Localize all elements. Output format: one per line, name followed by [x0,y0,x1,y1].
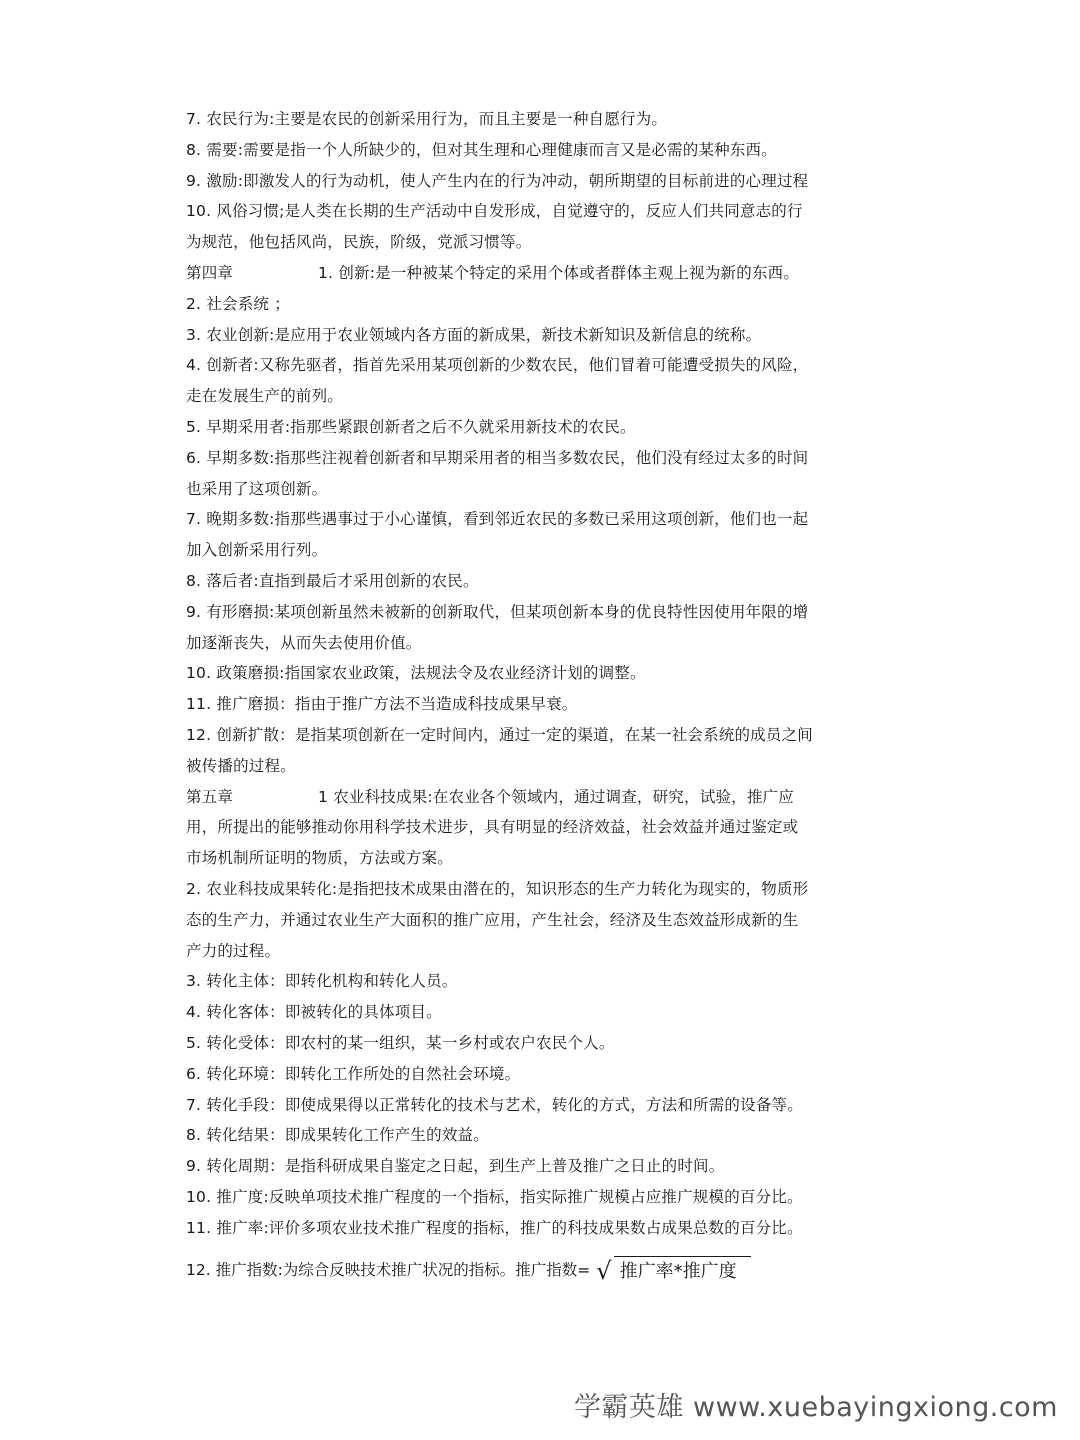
site-watermark: 学霸英雄 www.xuebayingxiong.com [573,1392,1058,1423]
text-line: 市场机制所证明的物质，方法或方案。 [186,849,453,868]
text-line: 7. 农民行为:主要是农民的创新采用行为，而且主要是一种自愿行为。 [186,110,668,128]
text-line: 9. 有形磨损:某项创新虽然未被新的创新取代，但某项创新本身的优良特性因使用年限的增 [186,602,809,621]
formula-prefix: 12. 推广指数:为综合反映技术推广状况的指标。推广指数= [186,1261,591,1280]
text-line: 也采用了这项创新。 [186,479,328,498]
text-line: 2. 农业科技成果转化:是指把技术成果由潜在的，知识形态的生产力转化为现实的，物质形 [186,879,809,898]
text-line: 产力的过程。 [186,941,281,960]
text-line: 9. 转化周期：是指科研成果自鉴定之日起，到生产上普及推广之日止的时间。 [186,1157,725,1176]
text-line: 走在发展生产的前列。 [186,387,344,406]
text-line: 用，所提出的能够推动你用科学技术进步，具有明显的经济效益，社会效益并通过鉴定或 [186,818,799,837]
chapter-4-first-item: 1. 创新:是一种被某个特定的采用个体或者群体主观上视为新的东西。 [318,263,800,282]
text-line: 4. 创新者:又称先驱者，指首先采用某项创新的少数农民，他们冒着可能遭受损失的风险， [186,356,809,375]
text-line: 9. 激励:即激发人的行为动机，使人产生内在的行为冲动，朝所期望的目标前进的心理过程 [186,171,809,190]
text-line: 2. 社会系统 ； [186,294,290,313]
chapter-4-line [186,258,898,289]
text-line: 7. 转化手段：即使成果得以正常转化的技术与艺术，转化的方式，方法和所需的设备等。 [186,1095,803,1114]
text-line: 5. 早期采用者:指那些紧跟创新者之后不久就采用新技术的农民。 [186,417,636,436]
text-line: 7. 晚期多数:指那些遇事过于小心谨慎，看到邻近农民的多数已采用这项创新，他们也一起 [186,510,809,529]
formula-radicand: 推广率*推广度 [614,1256,751,1285]
text-line: 6. 转化环境：即转化工作所处的自然社会环境。 [186,1064,521,1083]
chapter-4-heading: 第四章 [186,263,234,282]
text-line: 4. 转化客体：即被转化的具体项目。 [186,1003,442,1022]
chapter-5-first-item: 1 农业科技成果:在农业各个领域内，通过调查，研究，试验，推广应 [318,787,794,806]
text-line: 11. 推广磨损：指由于推广方法不当造成科技成果早衰。 [186,695,578,714]
text-line: 5. 转化受体：即农村的某一组织，某一乡村或农户农民个人。 [186,1033,615,1052]
text-line: 11. 推广率:评价多项农业技术推广程度的指标，推广的科技成果数占成果总数的百分比。 [186,1218,803,1237]
text-line: 被传播的过程。 [186,756,296,775]
text-line: 3. 转化主体：即转化机构和转化人员。 [186,972,458,991]
text-line: 10. 风俗习惯;是人类在长期的生产活动中自发形成，自觉遵守的，反应人们共同意志的行 [186,202,803,221]
text-line: 为规范，他包括风尚，民族，阶级，党派习惯等。 [186,233,532,252]
text-line: 8. 落后者:直指到最后才采用创新的农民。 [186,571,479,590]
text-line: 10. 推广度:反映单项技术推广程度的一个指标，指实际推广规模占应推广规模的百分比。 [186,1187,803,1206]
text-line: 加逐渐丧失，从而失去使用价值。 [186,633,422,652]
text-line: 6. 早期多数:指那些注视着创新者和早期采用者的相当多数农民，他们没有经过太多的时间 [186,448,809,467]
chapter-5-line [186,782,898,813]
text-line: 10. 政策磨损:指国家农业政策，法规法令及农业经济计划的调整。 [186,664,646,683]
chapter-5-heading: 第五章 [186,787,234,806]
text-line: 12. 创新扩散：是指某项创新在一定时间内，通过一定的渠道，在某一社会系统的成员之间 [186,725,813,744]
text-line: 8. 转化结果：即成果转化工作产生的效益。 [186,1126,489,1145]
document-body [186,104,898,1287]
text-line: 态的生产力，并通过农业生产大面积的推广应用，产生社会，经济及生态效益形成新的生 [186,910,799,929]
square-root-expression [596,1256,750,1285]
square-root-icon: √ [596,1256,612,1285]
formula-line [186,1253,898,1287]
text-line: 8. 需要:需要是指一个人所缺少的，但对其生理和心理健康而言又是必需的某种东西。 [186,140,777,159]
text-line: 3. 农业创新:是应用于农业领域内各方面的新成果，新技术新知识及新信息的统称。 [186,325,762,344]
text-line: 加入创新采用行列。 [186,541,328,560]
